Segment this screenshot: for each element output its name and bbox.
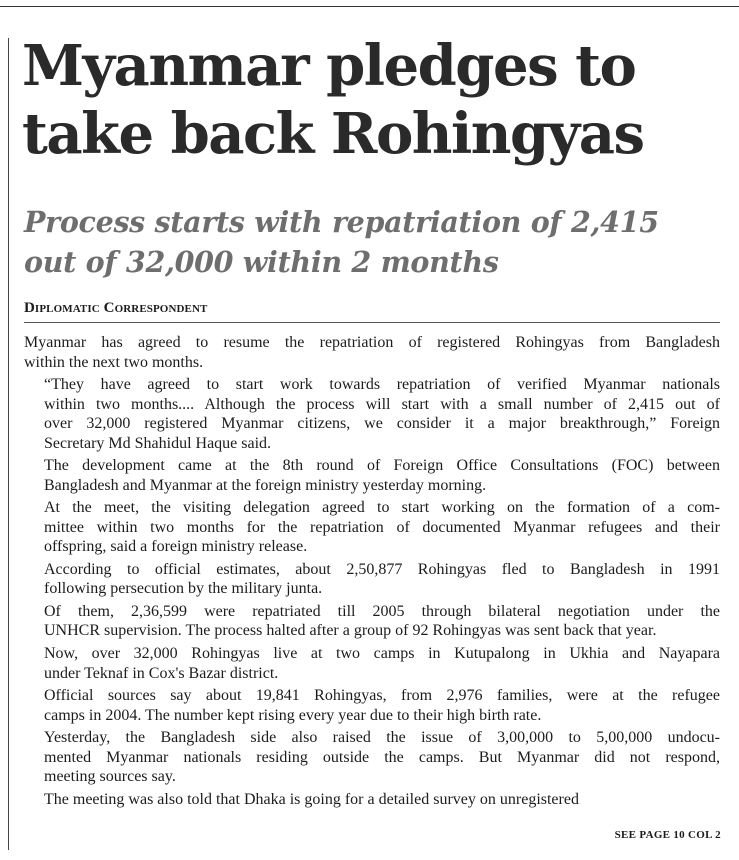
- article-line: Official sources say about 19,841 Rohingyas, from 2,976 families, were at the refugee: [44, 687, 720, 705]
- article-paragraph: [24, 790, 720, 810]
- article-line: offspring, said a foreign ministry release.: [44, 538, 308, 556]
- article-line: within two months.... Although the process will start with a small number of 2,415 out of: [44, 395, 720, 413]
- article-line: over 32,000 registered Myanmar citizens, we consider it a major breakthrough,” Foreign: [44, 415, 720, 433]
- article-line: meeting sources say.: [44, 768, 176, 786]
- article-line: mented Myanmar nationals residing outside the camps. But Myanmar did not respond,: [44, 748, 720, 766]
- article-line: The development came at the 8th round of Foreign Office Consultations (FOC) between: [44, 457, 720, 475]
- article-line: UNHCR supervision. The process halted after a group of 92 Rohingyas was sent back that year.: [44, 622, 657, 640]
- subheadline-line-2: out of 32,000 within 2 months: [24, 245, 499, 279]
- byline: Diplomatic Correspondent: [24, 300, 208, 316]
- article-line: camps in 2004. The number kept rising every year due to their high birth rate.: [44, 706, 542, 724]
- article-line: under Teknaf in Cox's Bazar district.: [44, 664, 279, 682]
- article-line: The meeting was also told that Dhaka is going for a detailed survey on unregistered: [44, 790, 579, 808]
- article-line: “They have agreed to start work towards repatriation of verified Myanmar nationals: [44, 376, 720, 394]
- article-paragraph: [24, 644, 720, 683]
- article-line: Of them, 2,36,599 were repatriated till 2005 through bilateral negotiation under the: [44, 602, 720, 620]
- subheadline-line-1: Process starts with repatriation of 2,415: [24, 205, 659, 239]
- article-line: At the meet, the visiting delegation agreed to start working on the formation of a com-: [44, 499, 720, 517]
- left-column-rule: [8, 38, 9, 850]
- article-line: Secretary Md Shahidul Haque said.: [44, 434, 272, 452]
- article-paragraph: [24, 498, 720, 557]
- article-paragraph: [24, 333, 720, 372]
- headline-line-1: Myanmar pledges to: [22, 33, 636, 99]
- article-paragraph: [24, 728, 720, 787]
- subheadline: [24, 202, 736, 282]
- byline-rule: [24, 322, 720, 323]
- article-line: Yesterday, the Bangladesh side also raised the issue of 3,00,000 to 5,00,000 undocu-: [44, 729, 720, 747]
- headline-line-2: take back Rohingyas: [22, 101, 644, 167]
- top-rule: [0, 6, 739, 7]
- article-line: within the next two months.: [24, 353, 204, 371]
- continuation-note: SEE PAGE 10 COL 2: [614, 829, 721, 841]
- article-line: Now, over 32,000 Rohingyas live at two camps in Kutupalong in Ukhia and Nayapara: [44, 645, 720, 663]
- article-line: following persecution by the military junta.: [44, 580, 323, 598]
- article-line: Bangladesh and Myanmar at the foreign ministry yesterday morning.: [44, 476, 487, 494]
- article-paragraph: [24, 560, 720, 599]
- article-paragraph: [24, 375, 720, 453]
- article-line: mittee within two months for the repatriation of documented Myanmar refugees and their: [44, 518, 720, 536]
- article-line: Myanmar has agreed to resume the repatriation of registered Rohingyas from Bangladesh: [24, 334, 720, 351]
- article-paragraph: [24, 602, 720, 641]
- article-line: According to official estimates, about 2,50,877 Rohingyas fled to Bangladesh in 1991: [44, 560, 720, 578]
- headline: [22, 32, 734, 168]
- article-paragraph: [24, 686, 720, 725]
- article-paragraph: [24, 456, 720, 495]
- article-body: [24, 333, 720, 812]
